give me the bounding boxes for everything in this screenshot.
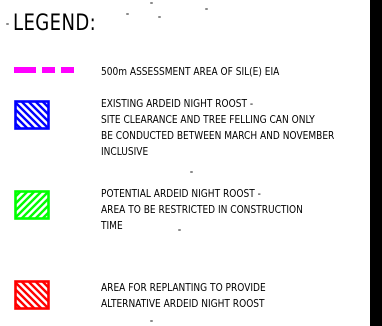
scan-speck: [158, 16, 161, 18]
scan-speck: [150, 320, 153, 322]
legend-item-line: 500m ASSESSMENT AREA OF SIL(E) EIA: [101, 66, 280, 78]
legend-item-line: SITE CLEARANCE AND TREE FELLING CAN ONLY: [101, 114, 315, 126]
frame-border: [370, 0, 382, 326]
legend-item-line: EXISTING ARDEID NIGHT ROOST -: [101, 98, 254, 110]
magenta-dashed-line-symbol: [14, 66, 80, 74]
legend-title: LEGEND:: [13, 11, 97, 36]
legend-item-line: POTENTIAL ARDEID NIGHT ROOST -: [101, 188, 261, 200]
legend-item-line: BE CONDUCTED BETWEEN MARCH AND NOVEMBER: [101, 130, 335, 142]
legend-item-text: [101, 64, 279, 80]
legend-item-text: [101, 186, 303, 234]
legend-item-line: AREA TO BE RESTRICTED IN CONSTRUCTION: [101, 204, 303, 216]
green-hatched-box-symbol: [14, 190, 50, 220]
scan-speck: [150, 2, 153, 4]
blue-hatched-box-symbol: [14, 100, 50, 130]
legend-item-line: TIME: [101, 220, 123, 232]
red-hatched-box-symbol: [14, 280, 50, 310]
legend-item-line: INCLUSIVE: [101, 146, 149, 158]
legend-item-text: [101, 96, 334, 160]
legend-item-line: AREA FOR REPLANTING TO PROVIDE: [101, 282, 266, 294]
scan-speck: [205, 8, 208, 10]
scan-speck: [6, 23, 9, 25]
scan-speck: [190, 171, 193, 173]
legend-item-text: [101, 280, 266, 312]
scan-speck: [126, 13, 129, 15]
legend-item-line: ALTERNATIVE ARDEID NIGHT ROOST: [101, 298, 265, 310]
